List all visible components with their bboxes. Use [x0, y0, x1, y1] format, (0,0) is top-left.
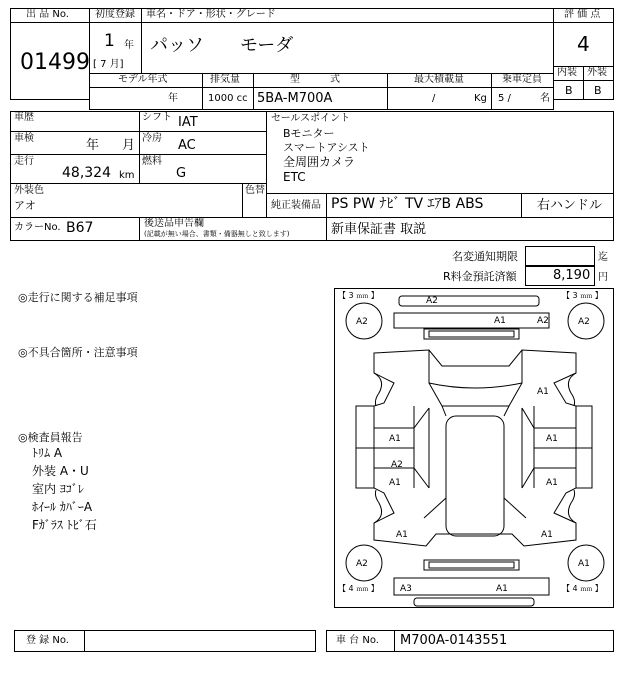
car-name-label: 車名・ドア・形状・グレード	[146, 9, 276, 20]
inspector-line: Fｶﾞﾗｽ ﾄﾋﾞ石	[32, 518, 97, 532]
roof	[446, 416, 504, 536]
first-registration-year: 1	[104, 31, 115, 51]
lot-number: 01499	[20, 50, 90, 75]
damage-mark: A2	[356, 317, 368, 327]
damage-mark: A1	[537, 387, 549, 397]
capacity-label: 乗車定員	[502, 74, 542, 85]
ac: AC	[178, 138, 196, 153]
car-damage-diagram	[334, 288, 614, 608]
damage-mark: A2	[356, 559, 368, 569]
warranty: 新車保証書 取説	[331, 222, 427, 237]
first-registration-label: 初度登録	[95, 9, 135, 20]
sales-point-item: スマートアシスト	[283, 141, 370, 154]
type-label: 型 式	[290, 74, 340, 85]
exterior-grade: B	[594, 84, 602, 97]
inspection-year: 年	[86, 138, 100, 153]
rear-right-tag: 【 4 ｍｍ 】	[562, 584, 603, 593]
color-no-label: カラーNo.	[14, 222, 61, 233]
damage-mark: A2	[578, 317, 590, 327]
front-bumper	[394, 313, 549, 328]
ac-label: 冷房	[142, 133, 162, 144]
inspector-line: ﾄﾘﾑ A	[32, 446, 63, 460]
chassis-no: M700A-0143551	[400, 633, 508, 648]
damage-mark: A2	[391, 460, 403, 470]
handle-side: 右ハンドル	[537, 198, 603, 213]
mileage-label: 走行	[14, 156, 34, 167]
damage-mark: A1	[389, 434, 401, 444]
fuel: G	[176, 166, 187, 181]
front-bumper-top	[399, 296, 539, 306]
damage-mark: A1	[541, 530, 553, 540]
damage-mark: A1	[389, 478, 401, 488]
equipment: PS PW ﾅﾋﾞ TV ｴｱB ABS	[331, 196, 484, 212]
shift: IAT	[178, 115, 198, 130]
capacity-unit: 名	[540, 93, 550, 104]
displacement: 1000 cc	[208, 93, 248, 104]
color: アオ	[14, 199, 36, 212]
interior-grade-label: 内装	[557, 67, 577, 78]
mileage: 48,324	[62, 165, 111, 181]
exterior-grade-label: 外装	[587, 67, 607, 78]
max-load: /	[432, 93, 436, 104]
first-registration-month: [ 7 月]	[93, 59, 124, 70]
color-change-label: 色替	[245, 185, 265, 196]
damage-mark: A1	[546, 434, 558, 444]
rear-left-tag: 【 4 ｍｍ 】	[338, 584, 379, 593]
lot-number-label: 出 品 No.	[26, 9, 69, 20]
inspection-month: 月	[122, 138, 136, 153]
inspector-line: 外装 A・U	[32, 464, 89, 478]
chassis-no-label: 車 台 No.	[336, 635, 379, 646]
front-left-tag: 【 3 ｍｍ 】	[338, 291, 379, 300]
car-name: パッソ モーダ	[150, 35, 294, 56]
capacity: 5 /	[498, 93, 511, 104]
max-load-unit: Kg	[474, 93, 487, 104]
sales-point-item: Bモニター	[283, 127, 335, 140]
inspector-title: ◎検査員報告	[18, 431, 83, 444]
recycle-value: 8,190	[553, 268, 591, 283]
damage-mark: A1	[578, 559, 590, 569]
damage-mark: A1	[494, 316, 506, 326]
damage-mark: A1	[396, 530, 408, 540]
fuel-label: 燃料	[142, 156, 162, 167]
color-docs-row	[10, 217, 614, 241]
interior-grade: B	[565, 84, 573, 97]
post-docs-note: (記載が無い場合、書類・備器無しと致します)	[144, 230, 290, 238]
equipment-label: 純正装備品	[271, 200, 321, 211]
inspection-label: 車検	[14, 133, 34, 144]
model-year-unit: 年	[168, 93, 178, 104]
rear-bumper	[394, 578, 549, 595]
recycle-unit: 円	[598, 272, 608, 283]
sales-points-label: セールスポイント	[271, 113, 351, 124]
registration-no-label: 登 録 No.	[26, 635, 69, 646]
damage-mark: A2	[426, 296, 438, 306]
color-no: B67	[66, 220, 94, 236]
damage-mark: A1	[496, 584, 508, 594]
inspector-line: 室内 ﾖｺﾞﾚ	[32, 482, 84, 496]
color-label: 外装色	[14, 185, 44, 196]
shift-label: シフト	[142, 112, 172, 123]
mileage-unit: km	[119, 170, 135, 181]
name-change-label: 名変通知期限	[452, 250, 518, 263]
sales-point-item: ETC	[283, 170, 306, 184]
inspector-line: ﾎｲｰﾙ ｶﾊﾞｰA	[32, 500, 93, 514]
year-unit: 年	[124, 40, 134, 51]
post-docs-label: 後送品申告欄	[144, 218, 204, 229]
front-right-tag: 【 3 ｍｍ 】	[562, 291, 603, 300]
recycle-label: R料金預託済額	[443, 270, 517, 283]
supplement-title: ◎走行に関する補足事項	[18, 291, 138, 304]
damage-mark: A2	[537, 316, 549, 326]
score: 4	[577, 32, 590, 56]
max-load-label: 最大積載量	[414, 74, 464, 85]
damage-mark: A1	[546, 478, 558, 488]
displacement-label: 排気量	[210, 74, 240, 85]
rear-bumper-bottom	[414, 598, 534, 606]
name-change-value	[525, 246, 595, 266]
model-year-label: モデル年式	[118, 74, 168, 85]
history-label: 車歴	[14, 112, 34, 123]
name-change-unit: 迄	[598, 252, 608, 263]
damage-mark: A3	[400, 584, 412, 594]
sales-point-item: 全周囲カメラ	[283, 155, 356, 169]
score-label: 評 価 点	[564, 9, 601, 20]
defects-title: ◎不具合箇所・注意事項	[18, 346, 138, 359]
model-type: 5BA-M700A	[257, 91, 333, 106]
